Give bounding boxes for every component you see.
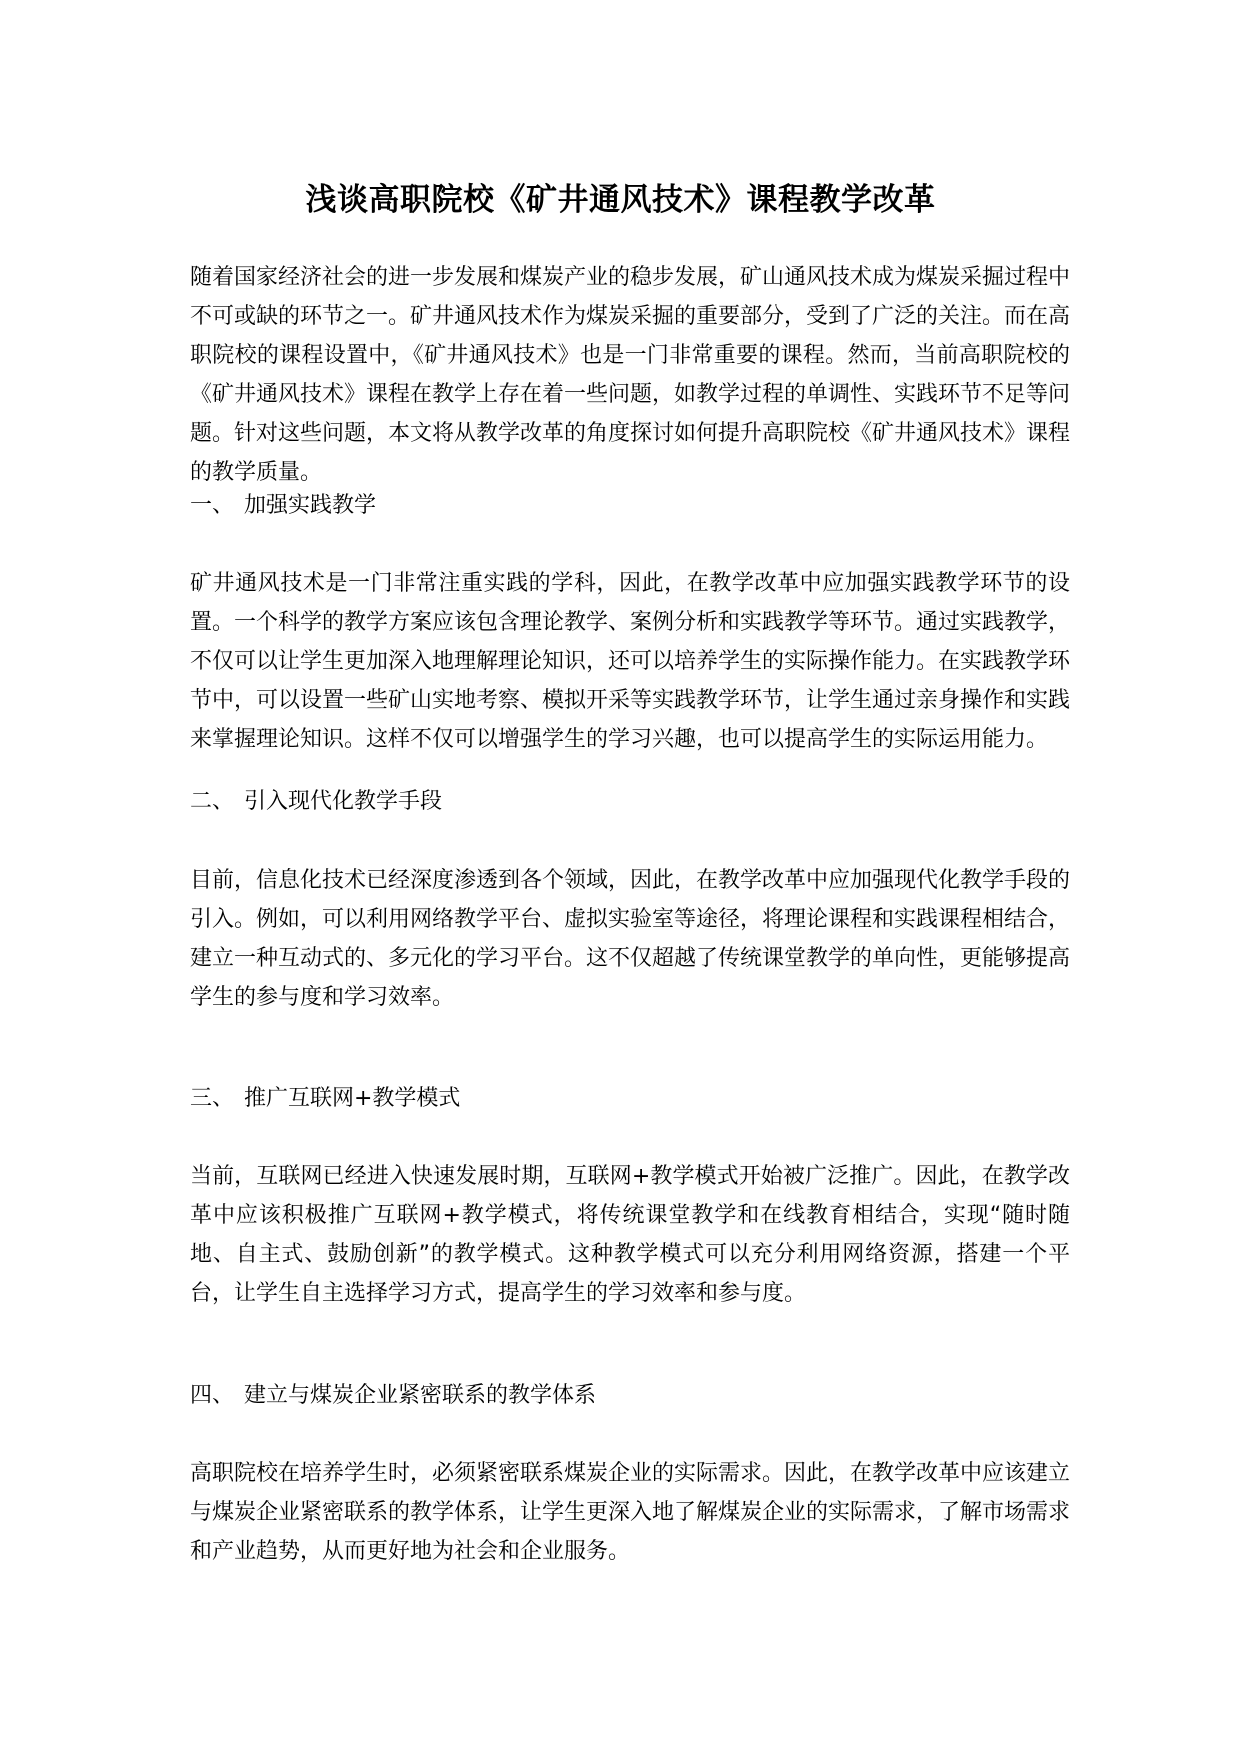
section-4-heading [190, 1376, 1070, 1415]
section-3-title: 推广互联网+教学模式 [244, 1086, 461, 1111]
section-4-paragraph: 高职院校在培养学生时，必须紧密联系煤炭企业的实际需求。因此，在教学改革中应该建立与煤炭企业紧密联系的教学体系，让学生更深入地了解煤炭企业的实际需求，了解市场需求和产业趋势，从而更好地为社会和企业服务。 [190, 1461, 1071, 1564]
section-3-number: 三、 [190, 1086, 235, 1111]
section-2-title: 引入现代化教学手段 [244, 789, 443, 814]
section-1-title: 加强实践教学 [244, 493, 377, 518]
section-1-number: 一、 [190, 493, 235, 518]
section-4-number: 四、 [190, 1383, 235, 1408]
section-1-paragraph: 矿井通风技术是一门非常注重实践的学科，因此，在教学改革中应加强实践教学环节的设置。一个科学的教学方案应该包含理论教学、案例分析和实践教学等环节。通过实践教学，不仅可以让学生更加深入地理解理论知识，还可以培养学生的实际操作能力。在实践教学环节中，可以设置一些矿山实地考察、模拟开采等实践教学环节，让学生通过亲身操作和实践来掌握理论知识。这样不仅可以增强学生的学习兴趣，也可以提高学生的实际运用能力。 [190, 571, 1071, 752]
section-2-paragraph: 目前，信息化技术已经深度渗透到各个领域，因此，在教学改革中应加强现代化教学手段的引入。例如，可以利用网络教学平台、虚拟实验室等途径，将理论课程和实践课程相结合，建立一种互动式的、多元化的学习平台。这不仅超越了传统课堂教学的单向性，更能够提高学生的参与度和学习效率。 [190, 868, 1071, 1010]
section-3-heading [190, 1079, 1070, 1118]
document-title: 浅谈高职院校《矿井通风技术》课程教学改革 [305, 182, 936, 218]
section-2-heading [190, 782, 1070, 821]
section-4-title: 建立与煤炭企业紧密联系的教学体系 [244, 1383, 597, 1408]
section-3-paragraph: 当前，互联网已经进入快速发展时期，互联网+教学模式开始被广泛推广。因此，在教学改革中应该积极推广互联网+教学模式，将传统课堂教学和在线教育相结合，实现“随时随地、自主式、鼓励创新”的教学模式。这种教学模式可以充分利用网络资源，搭建一个平台，让学生自主选择学习方式，提高学生的学习效率和参与度。 [190, 1164, 1070, 1306]
section-1-heading [190, 486, 1070, 525]
intro-paragraph: 随着国家经济社会的进一步发展和煤炭产业的稳步发展，矿山通风技术成为煤炭采掘过程中不可或缺的环节之一。矿井通风技术作为煤炭采掘的重要部分，受到了广泛的关注。而在高职院校的课程设置中，《矿井通风技术》也是一门非常重要的课程。然而，当前高职院校的《矿井通风技术》课程在教学上存在着一些问题，如教学过程的单调性、实践环节不足等问题。针对这些问题，本文将从教学改革的角度探讨如何提升高职院校《矿井通风技术》课程的教学质量。 [190, 265, 1071, 485]
section-2-number: 二、 [190, 789, 235, 814]
